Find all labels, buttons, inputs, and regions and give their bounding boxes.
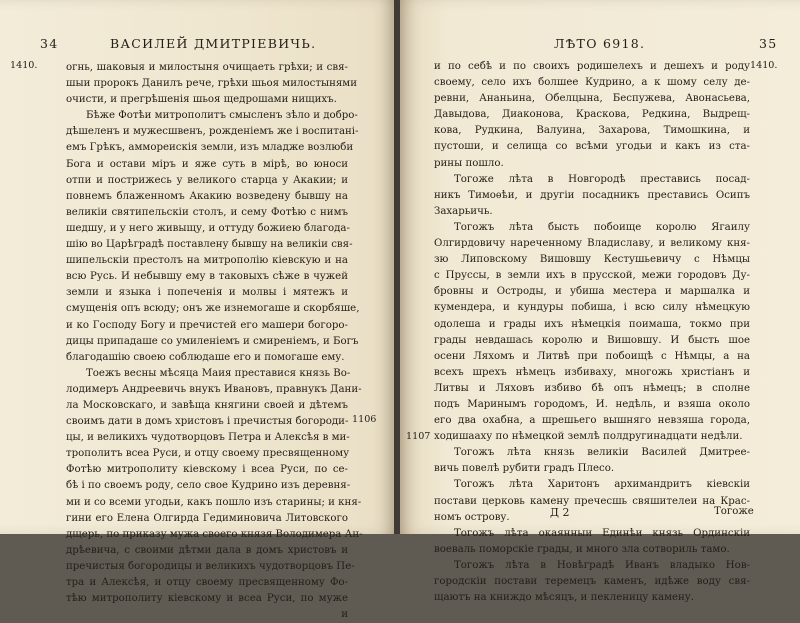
text-line: гини его Елена Олгирда Гедиминовича Литовского	[66, 512, 348, 524]
text-line: своимъ дати в домъ христовъ і пречистыя богороди-	[66, 416, 349, 428]
text-line: повнемъ блаженномъ Акакию возведену бывшу на	[66, 190, 348, 202]
text-line: пустоши, и селища со всѣми угодьи и какъ из ста-	[434, 141, 750, 153]
text-line: шыи пророкъ Данилъ рече, грѣхи шьоя милостынями	[66, 78, 358, 90]
text-line: шію во Царѣградѣ поставлену бывшу на великіи свя-	[66, 239, 353, 251]
text-line: емъ Грѣкъ, аммореискія земли, изъ младже возлюби	[66, 142, 354, 154]
text-line: своему, село ихъ болшее Кудрино, а к шому селу де-	[434, 77, 750, 89]
text-line: трополитъ всеа Руси, и отцу своему пресвященному	[66, 448, 350, 460]
text-line: городскіи постави теремецъ каменъ, идѣже воду свя-	[434, 576, 750, 587]
text-line: зю Липовскому Вишовшу Кестушьевичу с Нѣмцы	[434, 254, 750, 266]
text-line: Тогоже лѣта в Новгородѣ преставись посад-	[454, 173, 750, 185]
text-line: ми и со всеми угодьи, какъ пошло изъ старины; и кня-	[66, 496, 362, 508]
text-line: бѣ і по своемъ роду, село свое Кудрино изъ деревня-	[66, 480, 351, 492]
text-line: Тоежъ весны мѣсяца Маия преставися князь Во-	[86, 367, 351, 379]
text-line: грады невдашась королю и Вишовшу. И бысть шое	[434, 334, 750, 346]
text-line: рины пошло.	[434, 157, 504, 169]
running-title-left: ВАСИЛЕЙ ДМИТРІЕВИЧЬ.	[110, 36, 317, 51]
text-line: кумендера, и кундуры побиша, і всю силу нѣмецкую	[434, 302, 750, 314]
text-line: лодимеръ Андреевичь внукъ Ивановъ, правнукъ Дани-	[66, 383, 362, 395]
text-line: Фотѣю митрополиту кіевскому і всеа Руси, по се-	[66, 464, 348, 476]
margin-year-left: 1410.	[10, 60, 38, 71]
text-line: отпи и пострижесь у великого старца у Акакии; и	[66, 174, 348, 186]
text-line: дрѣевича, с своими дѣтми дала в домъ христовъ и	[66, 544, 348, 556]
text-line: Олгирдовичу нареченному Владиславу, и великому кня-	[434, 238, 750, 250]
running-title-right: ЛѢТО 6918.	[554, 36, 646, 51]
text-line: шипельскіи престолъ на митрополію кіевскую и на	[66, 255, 348, 267]
text-line: и по себѣ и по своихъ родишелехъ и дешехъ и роду	[434, 61, 750, 72]
right-text-block	[434, 59, 750, 606]
text-line: ходишааху по нѣмецкой землѣ полдругинадцати недѣли.	[434, 431, 743, 443]
text-line: Литвы и Ляховъ избиво бѣ опъ нѣмецъ; в сполне	[434, 382, 750, 394]
text-line: всю Русь. И небывшу ему в таковыхъ сѣже в чужей	[66, 271, 348, 283]
text-line: и	[341, 609, 348, 621]
margin-note-right: 1107	[406, 431, 431, 442]
text-line: щаютъ на книждо мѣсяцъ, и пекленицу камену.	[434, 592, 695, 604]
text-line: пречистыя богородицы и великихъ чудотворцовъ Пе-	[66, 560, 355, 572]
text-line: цы, и великихъ чудотворцовъ Петра и Алексѣя в ми-	[66, 432, 350, 444]
text-line: кова, Рудкина, Валуина, Захарова, Тимошкина, и	[434, 125, 750, 137]
text-line: шедшу, и у него живыщу, и оттуду божиею благода-	[66, 222, 350, 234]
margin-note-left: 1106	[352, 414, 377, 425]
catchword: Тогоже	[714, 506, 754, 517]
text-line: его два охабна, а шрешьего вышняго невзяша города,	[434, 415, 750, 427]
text-line: всехъ шрехъ нѣмецъ избиваху, многожь христіанъ и	[434, 366, 750, 378]
text-line: дщерь, по приказу мужа своего князя Володимера Ан-	[66, 528, 363, 540]
text-line: огнь, шаковыя и милостыня очищаеть грѣхи; и свя-	[66, 62, 348, 73]
text-line: бровны и Остроды, и убиша местера и маршалка и	[434, 286, 750, 298]
text-line: дѣшеленъ и мужесшвенъ, рожденіемъ же і воспитані-	[66, 126, 359, 138]
text-line: с Пруссы, в земли ихъ в прусской, межи городовъ Ду-	[434, 270, 750, 282]
text-line: тра и Алексѣя, и отцу своему пресвященному Фо-	[66, 577, 348, 588]
text-line: одолеша и грады ихъ нѣмецкія поимаша, токмо при	[434, 318, 750, 330]
text-line: Давыдова, Диаконова, Краскова, Редкина, Выдрещ-	[434, 109, 750, 121]
text-line: никъ Тимоѳѣи, и другіи посадникъ преставись Осипъ	[434, 189, 750, 201]
left-page	[0, 0, 394, 621]
text-line: подъ Маринымъ городомъ, И. недѣль, и взяша около	[434, 398, 750, 410]
text-line: земли и языка і попеченія и молвы і мятежъ и	[66, 287, 348, 299]
page-number-left: 34	[40, 36, 59, 51]
left-text-block	[66, 60, 363, 623]
text-line: и ко Господу Богу и пречистей его машери богоро-	[66, 319, 348, 331]
text-line: Тогожъ лѣта бысть побоище королю Ягаилу	[454, 221, 750, 233]
text-line: Захарьичь.	[434, 205, 493, 217]
text-line: Бѣже Фотѣи митрополитъ смысленъ зѣло и добро-	[86, 110, 358, 122]
text-line: Тогожъ лѣта Харитонъ архимандритъ кіевскіи	[454, 479, 750, 491]
margin-year-right: 1410.	[750, 60, 778, 71]
text-line: вичь повелѣ рубити градъ Плесо.	[434, 463, 615, 475]
text-line: Тогожъ лѣта князь великіи Василей Дмитрее-	[454, 447, 750, 459]
text-line: воеваль поморскіе грады, и много зла сотвориль тамо.	[434, 543, 730, 555]
text-line: Бога и остави міръ и яже суть в мірѣ, во юноси	[66, 158, 348, 170]
text-line: номъ острову.	[434, 511, 510, 523]
text-line: смущенія опъ всюду; онъ же изнемогаше и скорбяше,	[66, 303, 360, 315]
text-line: осени Ляхомъ и Литвѣ при побоищѣ с Нѣмцы, а на	[434, 350, 750, 362]
text-line: ревни, Ананьина, Обелцына, Беспужева, Авонасьева,	[434, 93, 750, 105]
page-number-right: 35	[759, 36, 778, 51]
text-line: постави церковь камену пречесшь свяшителеи на Крас-	[434, 495, 750, 507]
right-page	[400, 0, 800, 604]
signature-mark: Д 2	[550, 506, 570, 519]
text-line: великіи святипельскіи столъ, и сему Фотѣю с нимъ	[66, 206, 348, 218]
text-line: дицы припадаше со умиленіемъ и смиреніемъ, и Богъ	[66, 335, 359, 347]
text-line: очисти, и прегрѣшенія шьоя щедрошами нищихъ.	[66, 94, 337, 106]
text-line: тѣю митрополиту кіевскому и всеа Руси, по муже	[66, 593, 348, 605]
text-line: благодашію своею соблюдаше его и помогаше ему.	[66, 351, 345, 363]
text-line: ла Московскаго, и завѣща княгини своей и дѣтемъ	[66, 399, 348, 411]
text-line: Тогожъ лѣта в Новѣградѣ Иванъ владыко Нов-	[454, 559, 750, 571]
text-line: Тогожъ лѣта окаянныи Единѣи князь Ординскіи	[454, 527, 750, 539]
